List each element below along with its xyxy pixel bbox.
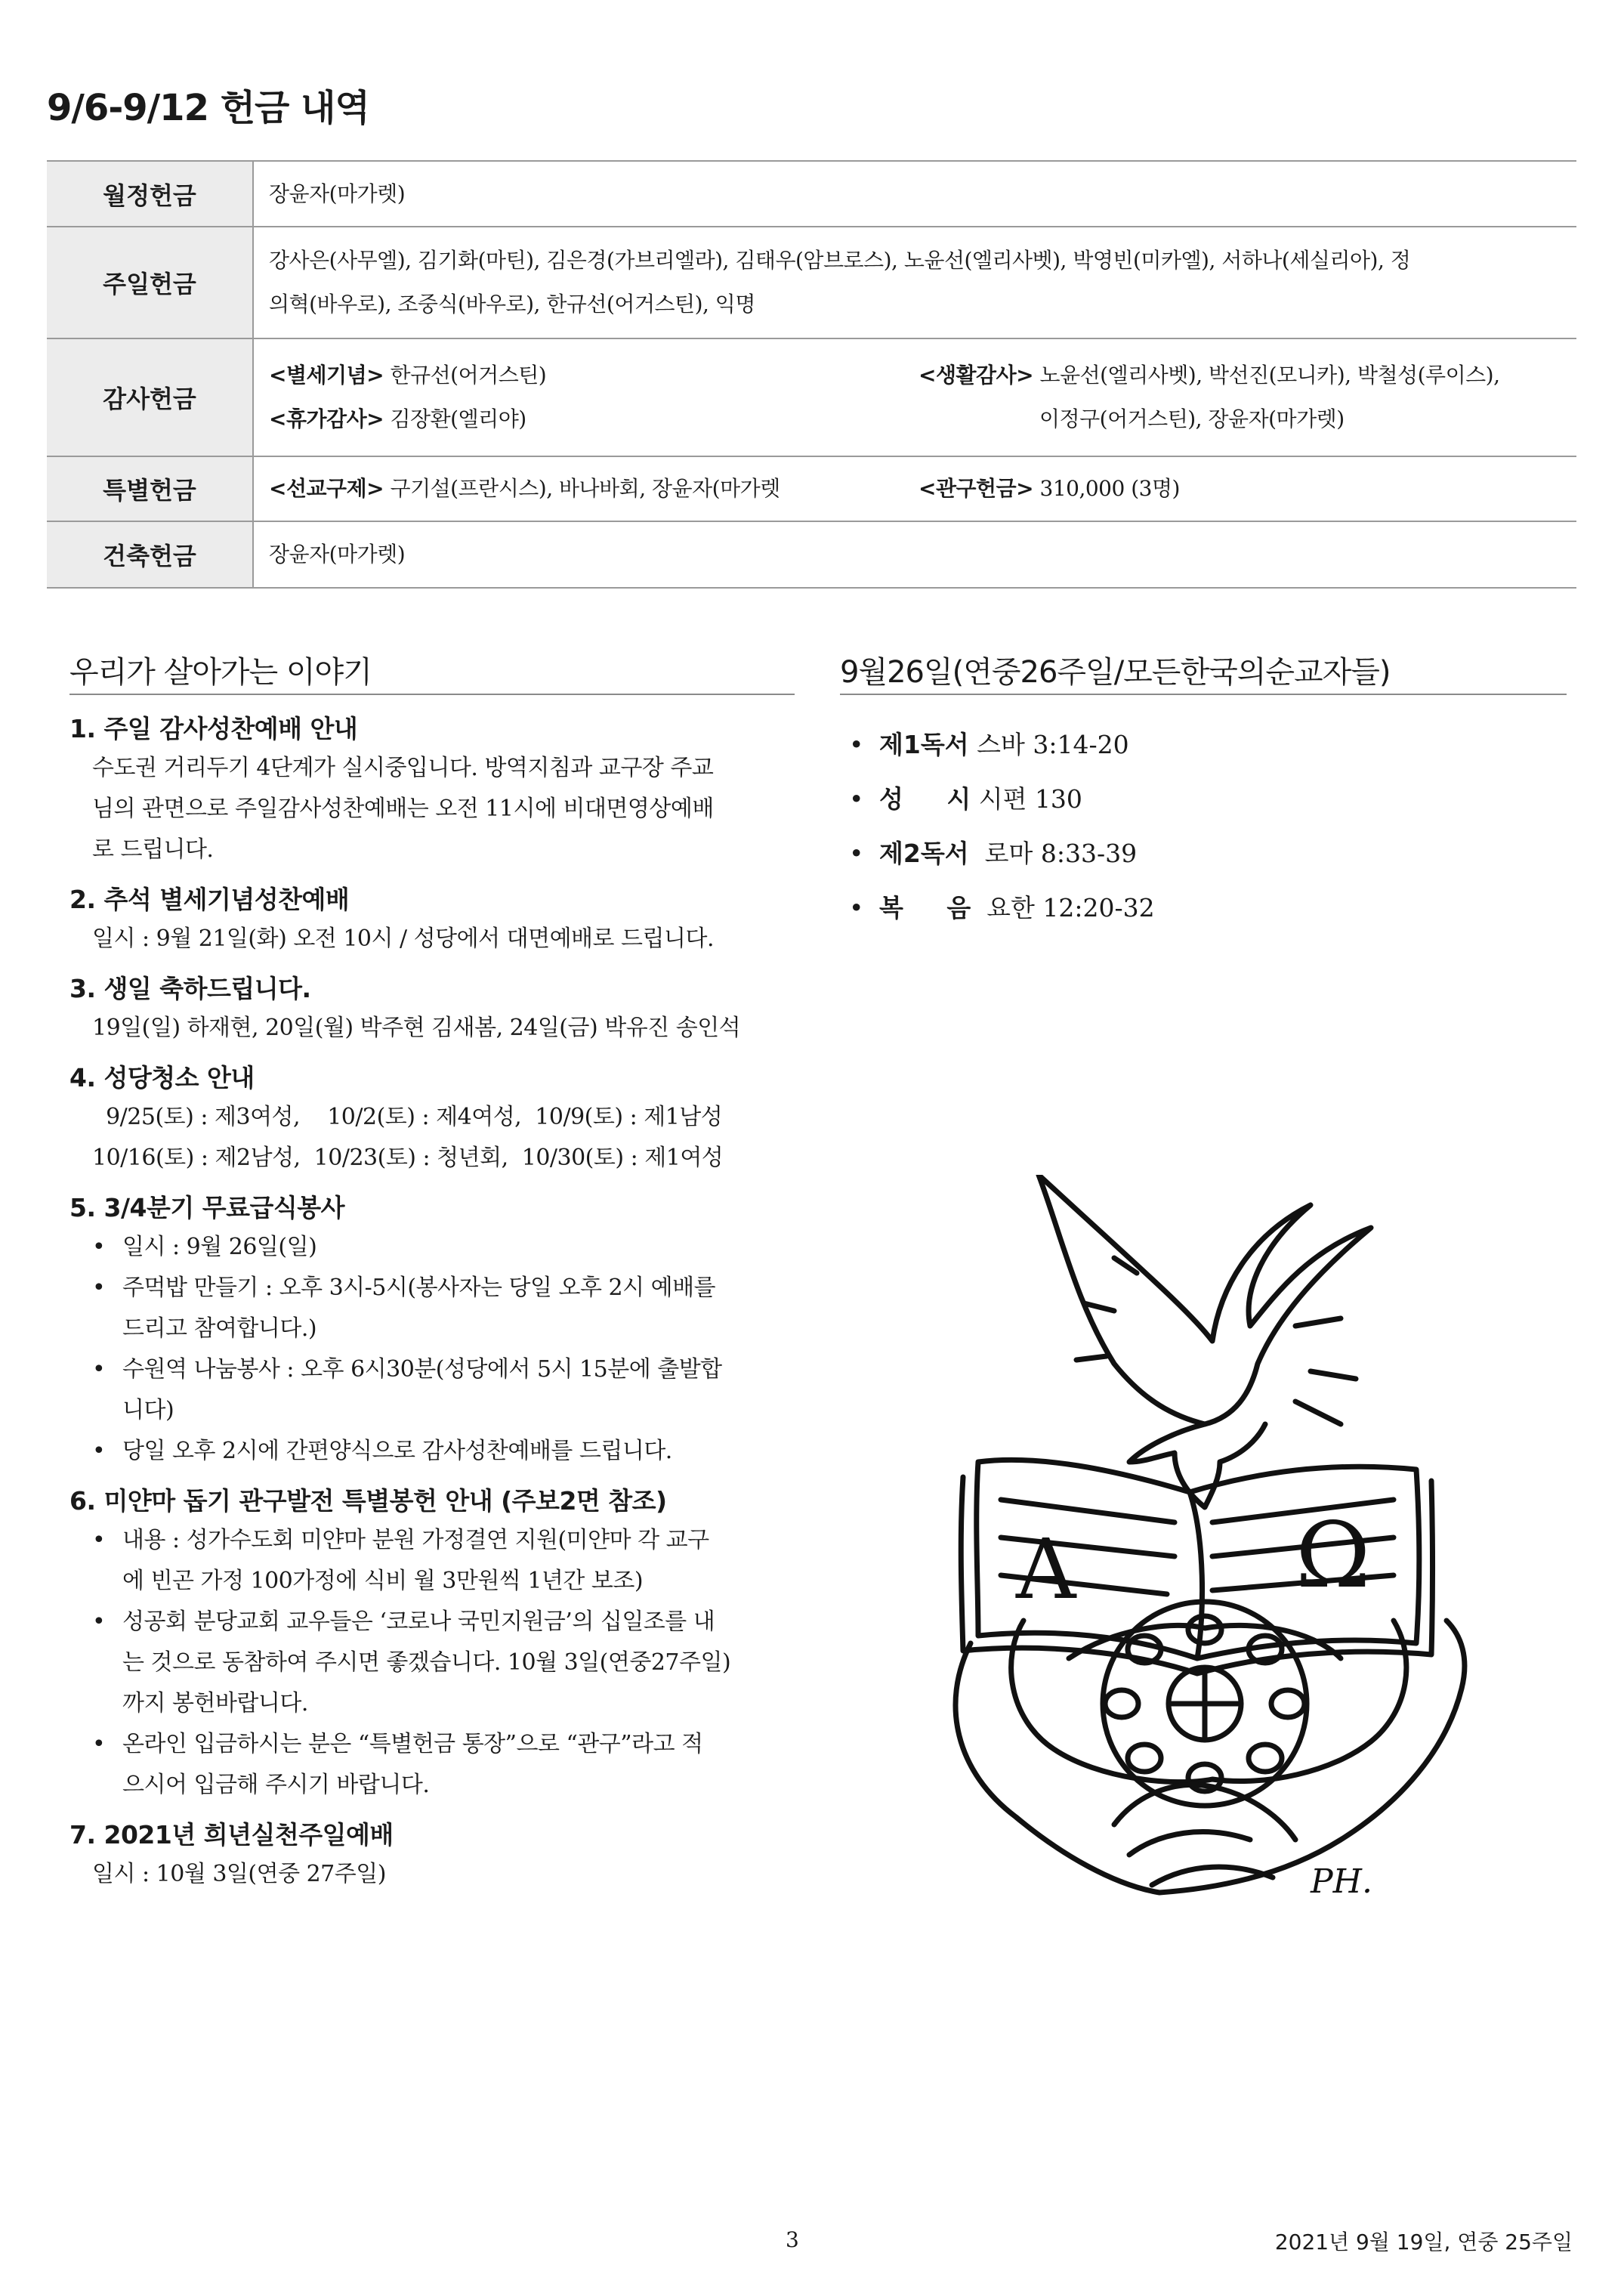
story-item-7 — [69, 1816, 795, 1895]
story-title-2: 2. 추석 별세기념성찬예배 — [69, 885, 350, 914]
readings-list — [844, 718, 1155, 935]
table-row — [47, 338, 1576, 456]
story-title-5: 5. 3/4분기 무료급식봉사 — [69, 1193, 344, 1222]
reading-text: 시편 130 — [971, 784, 1082, 814]
thanks-living-cont: 이정구(어거스틴), 장윤자(마가렛) — [1039, 406, 1345, 431]
row-label-thanks: 감사헌금 — [47, 338, 253, 456]
row-value-thanks — [253, 338, 1576, 456]
story-line: 9/25(토) : 제3여성, 10/2(토) : 제4여성, 10/9(토) : 제1남성 — [92, 1104, 723, 1130]
reading-label: 제2독서 — [879, 839, 969, 868]
story-line: 수도권 거리두기 4단계가 실시중입니다. 방역지침과 교구장 주교 — [92, 755, 714, 781]
thanks-tag-memorial: <별세기념> — [269, 363, 384, 388]
dove-icon — [1039, 1175, 1371, 1507]
story-item-1 — [69, 710, 795, 870]
list-item: • 내용 : 성가수도회 미얀마 분원 가정결연 지원(미얀마 각 교구 에 빈곤 가정 100가정에 식비 월 3만원씩 1년간 보조) — [92, 1520, 795, 1602]
story-bullets-6 — [69, 1520, 795, 1806]
hands-icon — [956, 1621, 1465, 1893]
story-line: 로 드립니다. — [92, 836, 214, 863]
dove-book-illustration — [888, 1175, 1590, 1915]
footer-date: 2021년 9월 19일, 연중 25주일 — [1274, 2230, 1573, 2254]
table-row — [47, 227, 1576, 338]
row-value-monthly: 장윤자(마가렛) — [253, 162, 1576, 227]
story-item-4 — [69, 1059, 795, 1179]
reading-label: 복 음 — [879, 893, 971, 922]
story-item-5 — [69, 1189, 795, 1472]
table-row — [47, 456, 1576, 521]
thanks-text-living: 노윤선(엘리사벳), 박선진(모니카), 박철성(루이스), — [1033, 363, 1500, 388]
reading-item — [844, 718, 1155, 772]
story-line: 님의 관면으로 주일감사성찬예배는 오전 11시에 비대면영상예배 — [92, 796, 714, 822]
reading-label: 성 시 — [879, 784, 971, 814]
list-item: • 일시 : 9월 26일(일) — [92, 1227, 795, 1268]
reading-text: 스바 3:14-20 — [968, 730, 1129, 759]
story-item-2 — [69, 881, 795, 960]
table-row — [47, 162, 1576, 227]
row-value-special — [253, 456, 1576, 521]
page-number: 3 — [786, 2227, 799, 2252]
story-title-3: 3. 생일 축하드립니다. — [69, 974, 311, 1003]
readings-title: 9월26일(연중26주일/모든한국의순교자들) — [840, 655, 1391, 690]
reading-text: 로마 8:33-39 — [968, 839, 1138, 868]
list-item: • 온라인 입금하시는 분은 “특별헌금 통장”으로 “관구”라고 적 으시어 입금해 주시기 바랍니다. — [92, 1724, 795, 1806]
story-title-4: 4. 성당청소 안내 — [69, 1063, 255, 1092]
special-text-mission: 구기설(프란시스), 바나바회, 장윤자(마가렛 — [384, 476, 780, 501]
artist-signature: PH. — [1311, 1862, 1372, 1901]
reading-item — [844, 772, 1155, 827]
row-label-monthly: 월정헌금 — [47, 162, 253, 227]
thanks-memorial — [269, 354, 919, 397]
stories-rule — [69, 694, 795, 695]
reading-item — [844, 827, 1155, 881]
stories-title: 우리가 살아가는 이야기 — [69, 655, 372, 690]
table-row — [47, 521, 1576, 588]
row-value-building: 장윤자(마가렛) — [253, 521, 1576, 588]
reading-item — [844, 881, 1155, 935]
alpha-glyph: A — [1016, 1521, 1076, 1618]
list-item: • 주먹밥 만들기 : 오후 3시-5시(봉사자는 당일 오후 2시 예배를 드리고 참여합니다.) — [92, 1268, 795, 1349]
omega-glyph: Ω — [1295, 1503, 1371, 1608]
thanks-vacation — [269, 397, 919, 441]
story-title-1: 1. 주일 감사성찬예배 안내 — [69, 714, 358, 743]
stories-list — [69, 710, 795, 1905]
thanks-text-memorial: 한규선(어거스틴) — [384, 363, 547, 388]
row-label-building: 건축헌금 — [47, 521, 253, 588]
offering-heading: 9/6-9/12 헌금 내역 — [47, 87, 369, 129]
special-tag-mission: <선교구제> — [269, 476, 384, 501]
story-item-3 — [69, 970, 795, 1049]
readings-rule — [840, 694, 1567, 695]
story-line: 19일(일) 하재현, 20일(월) 박주현 김새봄, 24일(금) 박유진 송인석 — [92, 1015, 741, 1041]
reading-label: 제1독서 — [879, 730, 969, 759]
list-item: • 당일 오후 2시에 간편양식으로 감사성찬예배를 드립니다. — [92, 1431, 795, 1472]
story-line: 일시 : 10월 3일(연중 27주일) — [92, 1861, 386, 1887]
reading-text: 요한 12:20-32 — [971, 893, 1155, 922]
special-tag-province: <관구헌금> — [919, 476, 1034, 501]
story-item-6 — [69, 1482, 795, 1806]
story-bullets-5 — [69, 1227, 795, 1472]
story-title-6: 6. 미얀마 돕기 관구발전 특별봉헌 안내 (주보2면 참조) — [69, 1486, 667, 1516]
thanks-tag-vacation: <휴가감사> — [269, 406, 384, 431]
sunday-line-1: 강사은(사무엘), 김기화(마틴), 김은경(가브리엘라), 김태우(암브로스), 노윤선(엘리사벳), 박영빈(미카엘), 서하나(세실리아), 정 — [269, 248, 1411, 273]
row-value-sunday — [253, 227, 1576, 338]
story-title-7: 7. 2021년 희년실천주일예배 — [69, 1820, 394, 1850]
row-label-sunday: 주일헌금 — [47, 227, 253, 338]
story-line: 일시 : 9월 21일(화) 오전 10시 / 성당에서 대면예배로 드립니다. — [92, 926, 714, 952]
story-line: 10/16(토) : 제2남성, 10/23(토) : 청년회, 10/30(토) : 제1여성 — [92, 1145, 724, 1171]
list-item: • 수원역 나눔봉사 : 오후 6시30분(성당에서 5시 15분에 출발합 니다) — [92, 1349, 795, 1431]
sunday-line-2: 의혁(바우로), 조중식(바우로), 한규선(어거스틴), 익명 — [269, 292, 755, 317]
thanks-tag-living: <생활감사> — [919, 363, 1034, 388]
row-label-special: 특별헌금 — [47, 456, 253, 521]
offering-table — [47, 162, 1576, 589]
list-item: • 성공회 분당교회 교우들은 ‘코로나 국민지원금’의 십일조를 내 는 것으로 동참하여 주시면 좋겠습니다. 10월 3일(연중27주일) 까지 봉헌바랍니다. — [92, 1602, 795, 1724]
thanks-text-vacation: 김장환(엘리야) — [384, 406, 526, 431]
thanks-living — [919, 354, 1500, 397]
special-text-province: 310,000 (3명) — [1033, 476, 1180, 501]
